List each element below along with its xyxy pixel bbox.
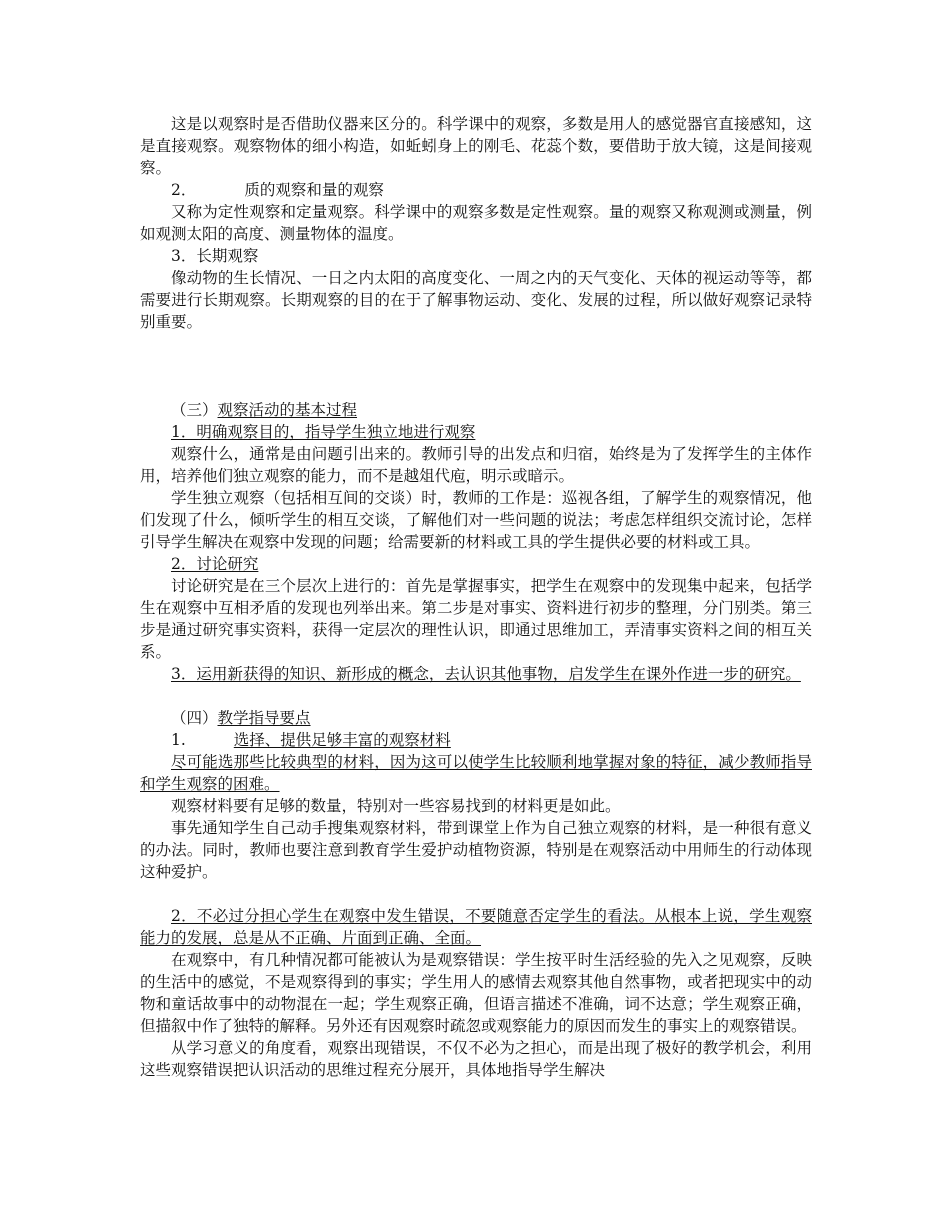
paragraph-typical-materials: 尽可能选那些比较典型的材料，因为这可以使学生比较顺利地掌握对象的特征，减少教师指导和学生观察的困难。 — [140, 753, 812, 793]
subheading-clarify-purpose: 1．明确观察目的，指导学生独立地进行观察 — [171, 423, 476, 441]
document-page — [140, 113, 812, 1081]
heading-text: 选择、提供足够丰富的观察材料 — [233, 731, 451, 749]
paragraph-learning-opportunity: 从学习意义的角度看，观察出现错误，不仅不必为之担心，而是出现了极好的教学机会，利用这些观察错误把认识活动的思维过程充分展开，具体地指导学生解决 — [140, 1039, 812, 1079]
section-title: 观察活动的基本过程 — [217, 401, 358, 419]
paragraph-error-types: 在观察中，有几种情况都可能被认为是观察错误：学生按平时生活经验的先入之见观察，反映的生活中的感觉，不是观察得到的事实；学生用人的感情去观察其他自然事物，或者把现实中的动物和童话故事中的动物混在一起；学生观察正确，但语言描述不准确，词不达意；学生观察正确，但描叙中作了独特的解释。另外还有因观察时疏忽或观察能力的原因而发生的事实上的观察错误。 — [140, 951, 812, 1035]
paragraph-quality-quantity: 又称为定性观察和定量观察。科学课中的观察多数是定性观察。量的观察又称观测或测量，例如观测太阳的高度、测量物体的温度。 — [140, 203, 812, 243]
section-prefix: （四） — [171, 709, 218, 727]
paragraph-collect-materials: 事先通知学生自己动手搜集观察材料，带到课堂上作为自己独立观察的材料，是一种很有意义的办法。同时，教师也要注意到教育学生爱护动植物资源，特别是在观察活动中用师生的行动体现这种爱护。 — [140, 819, 812, 881]
heading-long-term: 3．长期观察 — [171, 247, 259, 265]
paragraph-observation-errors-heading: 2．不必过分担心学生在观察中发生错误，不要随意否定学生的看法。从根本上说，学生观察能力的发展，总是从不正确、片面到正确、全面。 — [140, 907, 812, 947]
heading-quality-quantity — [140, 179, 812, 201]
heading-text: 质的观察和量的观察 — [244, 181, 384, 199]
paragraph-direct-indirect-observation: 这是以观察时是否借助仪器来区分的。科学课中的观察，多数是用人的感觉器官直接感知，这是直接观察。观察物体的细小构造，如蚯蚓身上的刚毛、花蕊个数，要借助于放大镜，这是间接观察。 — [140, 115, 812, 177]
section-prefix: （三） — [171, 401, 218, 419]
paragraph-apply-knowledge: 3．运用新获得的知识、新形成的概念，去认识其他事物，启发学生在课外作进一步的研究。 — [171, 665, 801, 683]
subheading-select-materials — [140, 729, 812, 751]
heading-number: 2． — [171, 181, 197, 199]
paragraph-discussion-levels: 讨论研究是在三个层次上进行的：首先是掌握事实，把学生在观察中的发现集中起来，包括学生在观察中互相矛盾的发现也列举出来。第二步是对事实、资料进行初步的整理，分门别类。第三步是通过研究事实资料，获得一定层次的理性认识，即通过思维加工，弄清事实资料之间的相互关系。 — [140, 577, 812, 661]
paragraph-material-quantity: 观察材料要有足够的数量，特别对一些容易找到的材料更是如此。 — [171, 797, 621, 815]
subheading-discussion: 2．讨论研究 — [171, 555, 259, 573]
heading-number: 1. — [171, 731, 186, 749]
paragraph-long-term: 像动物的生长情况、一日之内太阳的高度变化、一周之内的天气变化、天体的视运动等等，都需要进行长期观察。长期观察的目的在于了解事物运动、变化、发展的过程，所以做好观察记录特别重要。 — [140, 269, 812, 331]
section-four-heading — [140, 707, 812, 729]
paragraph-what-to-observe: 观察什么，通常是由问题引出来的。教师引导的出发点和归宿，始终是为了发挥学生的主体作用，培养他们独立观察的能力，而不是越俎代庖，明示或暗示。 — [140, 445, 812, 485]
paragraph-teacher-work: 学生独立观察（包括相互间的交谈）时，教师的工作是：巡视各组，了解学生的观察情况，他们发现了什么，倾听学生的相互交谈，了解他们对一些问题的说法；考虑怎样组织交流讨论，怎样引导学生解决在观察中发现的问题；给需要新的材料或工具的学生提供必要的材料或工具。 — [140, 489, 812, 551]
section-three-heading — [140, 399, 812, 421]
section-title: 教学指导要点 — [217, 709, 311, 727]
